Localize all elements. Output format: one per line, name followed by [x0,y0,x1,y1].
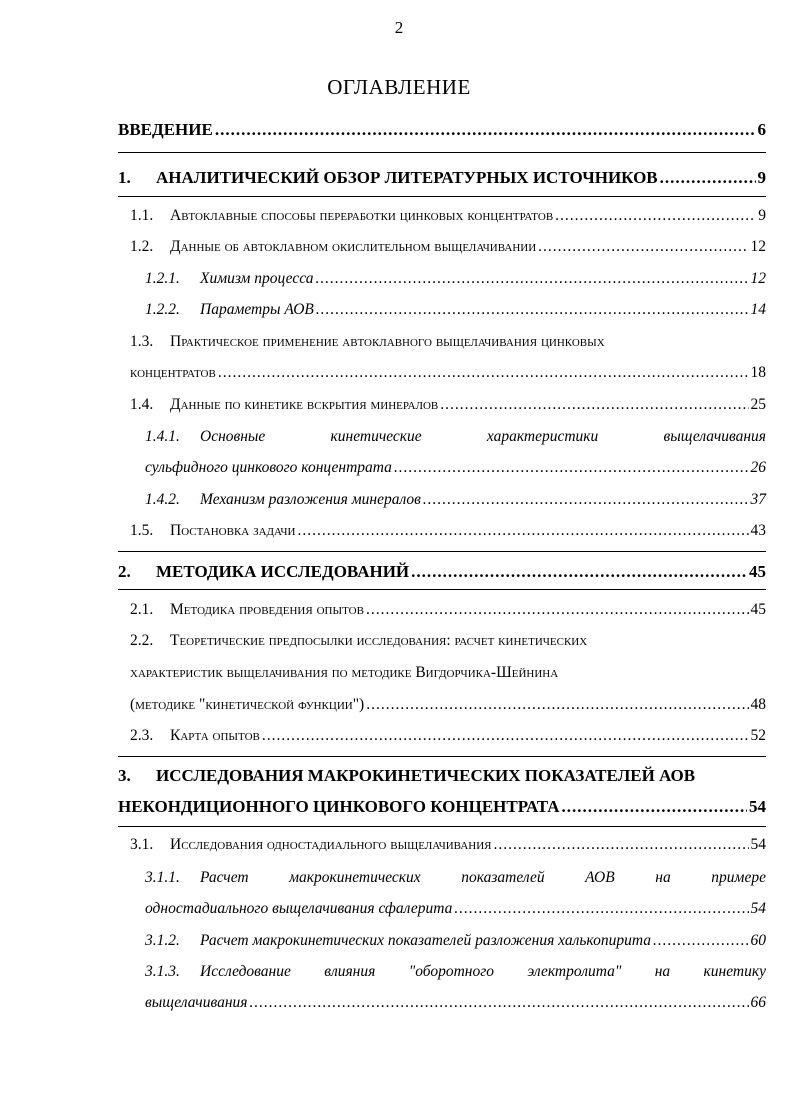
toc-entry-title-line1: ИССЛЕДОВАНИЯ МАКРОКИНЕТИЧЕСКИХ ПОКАЗАТЕЛЕЙ АОВ [156,766,696,785]
toc-entry-number: 1.4. [130,396,154,413]
toc-entry-page: 9 [757,168,766,187]
dot-leader [411,562,747,582]
toc-entry-3-1-1[interactable] [145,869,766,887]
toc-entry-title: Химизм процесса [200,270,314,287]
toc-entry-title-line2: одностадиального выщелачивания сфалерита [145,900,453,917]
dot-leader [440,396,748,414]
toc-entry-1-1[interactable] [130,207,766,225]
toc-entry-page: 37 [750,491,766,508]
toc-entry-page: 43 [750,522,766,539]
toc-entry-1-5[interactable] [130,522,766,540]
toc-entry-number: 1. [118,168,131,187]
title-word: "оборотного [408,963,495,980]
title-word: Исследование [200,963,291,980]
toc-entry-title-line1 [200,428,766,446]
title-word: показателей [461,869,545,886]
title-word: примере [711,869,766,886]
toc-entry-page: 45 [749,562,766,581]
toc-entry-page: 26 [750,459,766,476]
toc-entry-page: 45 [750,601,766,618]
toc-entry-number: 1.1. [130,207,154,224]
section-divider [118,826,766,827]
toc-entry-1-2-2[interactable] [145,301,766,319]
toc-entry-page: 18 [750,364,766,381]
toc-entry-title: Данные по кинетике вскрытия минералов [170,396,439,413]
toc-entry-title-line2: концентратов [130,364,216,381]
toc-heading: ОГЛАВЛЕНИЕ [327,75,471,99]
toc-entry-number: 2.2. [130,632,154,649]
toc-entry-title: АНАЛИТИЧЕСКИЙ ОБЗОР ЛИТЕРАТУРНЫХ ИСТОЧНИКОВ [156,168,658,187]
dot-leader [423,491,749,509]
toc-entry-3-1-3-continued[interactable] [145,994,766,1012]
toc-entry-number: 1.2. [130,238,154,255]
dot-leader [215,120,756,140]
toc-entry-1-4-1[interactable] [145,428,766,446]
dot-leader [249,994,748,1012]
toc-entry-number: 2.1. [130,601,154,618]
toc-entry-title: Постановка задачи [170,522,296,539]
toc-entry-page: 25 [750,396,766,413]
toc-entry-2-3[interactable] [130,727,766,745]
title-word: АОВ [585,869,615,886]
toc-entry-title-line1 [200,869,766,887]
dot-leader [493,836,748,854]
toc-entry-title: Данные об автоклавном окислительном выщелачивании [170,238,537,255]
toc-entry-title: Карта опытов [170,727,260,744]
dot-leader [316,301,749,319]
toc-entry-title-line1 [200,963,766,981]
toc-entry-page: 66 [750,994,766,1011]
section-divider [118,589,766,590]
section-divider [118,152,766,153]
toc-entry-3-1-2[interactable] [145,932,766,950]
section-divider [118,756,766,757]
toc-entry-1-4[interactable] [130,396,766,414]
title-word: макрокинетических [289,869,421,886]
toc-entry-number: 2. [118,562,131,581]
toc-entry-number: 3. [118,766,131,785]
toc-entry-number: 2.3. [130,727,154,744]
toc-entry-number: 1.2.1. [145,270,180,287]
dot-leader [660,168,756,188]
title-word: на [655,869,671,886]
title-word: кинетические [330,428,422,445]
title-word: Основные [200,428,266,445]
dot-leader [538,238,748,256]
title-word: на [654,963,671,980]
toc-entry-chapter-1[interactable] [118,168,766,188]
section-divider [118,196,766,197]
toc-entry-1-4-2[interactable] [145,491,766,509]
toc-entry-3-1-1-continued[interactable] [145,900,766,918]
toc-entry-page: 12 [750,270,766,287]
toc-entry-3-1[interactable] [130,836,766,854]
dot-leader [297,522,748,540]
toc-entry-number: 3.1.2. [145,932,180,949]
dot-leader [315,270,748,288]
toc-entry-page: 9 [758,207,766,224]
dot-leader [218,364,749,382]
toc-entry-page: 60 [750,932,766,949]
dot-leader [454,900,748,918]
toc-entry-number: 1.4.1. [145,428,180,445]
toc-entry-introduction[interactable] [118,120,766,140]
toc-entry-title: Расчет макрокинетических показателей разложения халькопирита [200,932,651,949]
toc-entry-number: 3.1.3. [145,963,180,980]
page-number: 2 [394,18,404,37]
toc-entry-3-1-3[interactable] [145,963,766,981]
toc-entry-chapter-3-continued[interactable] [118,797,766,817]
toc-entry-number: 3.1. [130,836,154,853]
toc-entry-2-1[interactable] [130,601,766,619]
dot-leader [262,727,749,745]
dot-leader [394,459,749,477]
toc-entry-page: 52 [750,727,766,744]
toc-entry-title: ВВЕДЕНИЕ [118,120,213,139]
toc-entry-2-2[interactable] [130,632,766,650]
toc-entry-title-line3: (методике "кинетической функции") [130,696,365,713]
toc-entry-title-line2: характеристик выщелачивания по методике Вигдорчика-Шейнина [130,664,559,681]
section-divider [118,551,766,552]
toc-entry-title: Механизм разложения минералов [200,491,421,508]
toc-entry-number: 3.1.1. [145,869,180,886]
toc-entry-1-3-continued[interactable] [130,364,766,382]
toc-entry-2-2-continued-2[interactable] [130,696,766,714]
dot-leader [562,797,748,817]
toc-entry-chapter-3[interactable] [118,766,766,786]
toc-entry-page: 6 [757,120,766,139]
toc-entry-title-line2: НЕКОНДИЦИОННОГО ЦИНКОВОГО КОНЦЕНТРАТА [118,797,560,816]
toc-entry-title: Исследования одностадиального выщелачивания [170,836,492,853]
toc-entry-page: 48 [750,696,766,713]
toc-entry-number: 1.2.2. [145,301,180,318]
toc-entry-title-line1: Теоретические предпосылки исследования: расчет кинетических [170,632,588,649]
toc-entry-number: 1.5. [130,522,154,539]
title-word: влияния [324,963,376,980]
toc-entry-title: Автоклавные способы переработки цинковых концентратов [170,207,554,224]
dot-leader [366,696,748,714]
toc-entry-title: Методика проведения опытов [170,601,364,618]
dot-leader [653,932,749,950]
toc-entry-title: Параметры АОВ [200,301,314,318]
title-word: электролита" [527,963,622,980]
toc-entry-page: 54 [749,797,766,816]
toc-entry-number: 1.3. [130,333,154,350]
title-word: выщелачивания [663,428,766,445]
title-word: характеристики [486,428,599,445]
toc-entry-title-line1: Практическое применение автоклавного выщелачивания цинковых [170,333,605,350]
title-word: Расчет [200,869,249,886]
toc-entry-number: 1.4.2. [145,491,180,508]
toc-entry-1-2[interactable] [130,238,766,256]
toc-entry-2-2-continued[interactable] [130,664,766,682]
toc-entry-chapter-2[interactable] [118,562,766,582]
toc-entry-page: 54 [750,900,766,917]
toc-entry-title-line2: сульфидного цинкового концентрата [145,459,392,476]
title-word: кинетику [703,963,766,980]
toc-entry-title-line2: выщелачивания [145,994,248,1011]
toc-entry-1-4-1-continued[interactable] [145,459,766,477]
toc-entry-page: 14 [750,301,766,318]
toc-entry-page: 54 [750,836,766,853]
toc-entry-title: МЕТОДИКА ИССЛЕДОВАНИЙ [156,562,410,581]
dot-leader [366,601,749,619]
toc-entry-1-3[interactable] [130,333,766,351]
toc-entry-1-2-1[interactable] [145,270,766,288]
toc-entry-page: 12 [750,238,766,255]
dot-leader [555,207,756,225]
